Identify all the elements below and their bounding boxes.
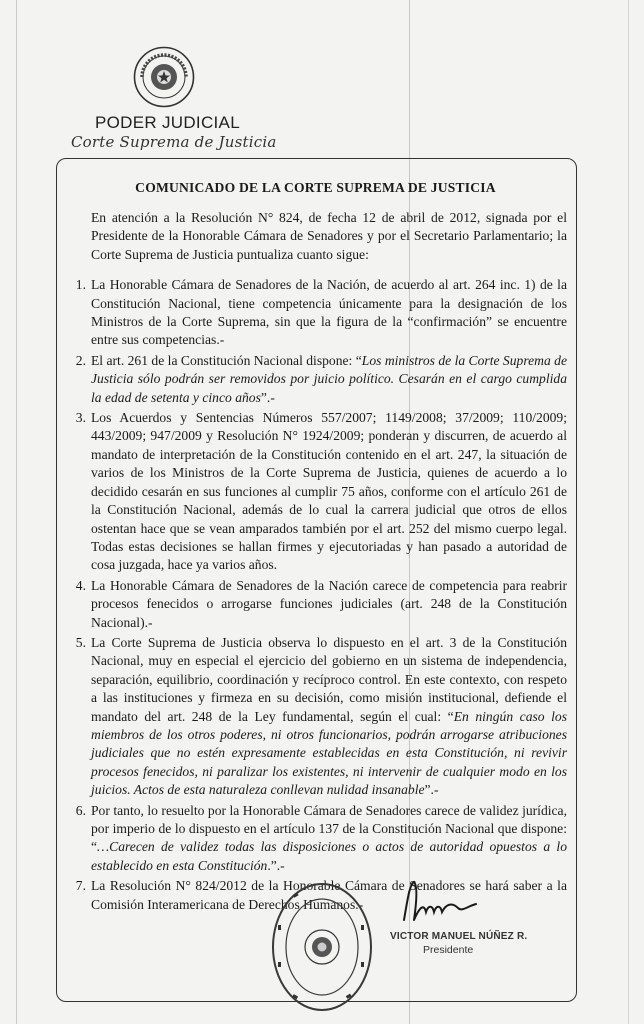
point-text: El art. 261 de la Constitución Nacional dispone: “ — [91, 352, 362, 368]
institution-subtitle: Corte Suprema de Justicia — [71, 133, 277, 151]
point-text: La Resolución N° 824/2012 de la Honorable Cámara de Senadores se hará saber a la Comisión Interamericana de Derechos Humanos.- — [91, 878, 567, 912]
quoted-text: Los ministros de la Corte Suprema de Justicia sólo podrán ser removidos por juicio político. Cesarán en el cargo cumplida la edad de setenta y cinco años — [91, 352, 567, 405]
point-text: La Honorable Cámara de Senadores de la Nación carece de competencia para reabrir procesos fenecidos o arrogarse funciones judiciales (art. 248 de la Constitución Nacional).- — [91, 577, 567, 630]
point-number: 3. — [75, 410, 86, 426]
intro-paragraph: En atención a la Resolución N° 824, de fecha 12 de abril de 2012, signada por el Presidente de la Honorable Cámara de Senadores y por el Secretario Parlamentario; la Corte Suprema de Justicia puntualiza cuanto sigue: — [91, 210, 567, 262]
paraguay-seal-logo — [133, 46, 195, 108]
page-edge-left — [16, 0, 17, 1024]
point-text: La Corte Suprema de Justicia observa lo dispuesto en el art. 3 de la Constitución Nacional, muy en especial el ejercicio del gobierno en un sistema de independencia, separación, equilibrio, coordinación y recíproco control. En este contexto, con respeto a las instituciones y firmeza en su decisión, como misión institucional, defiende el mandato del art. 248 de la Ley fundamental, según el cual: “ — [91, 634, 567, 724]
document-heading: COMUNICADO DE LA CORTE SUPREMA DE JUSTICIA — [135, 180, 496, 195]
signer-role: Presidente — [423, 944, 474, 956]
numbered-point — [75, 409, 567, 575]
numbered-point — [75, 577, 567, 632]
handwritten-signature — [400, 876, 480, 926]
quoted-text: …Carecen de validez todas las disposiciones o actos de autoridad opuestos a lo establecido en esta Constitución — [91, 839, 567, 873]
point-number: 5. — [75, 634, 86, 650]
numbered-points-list — [75, 276, 568, 914]
numbered-point — [75, 802, 567, 876]
signer-name: VICTOR MANUEL NÚÑEZ R. — [390, 931, 528, 942]
point-text: Los Acuerdos y Sentencias Números 557/2007; 1149/2008; 37/2009; 110/2009; 443/2009; 947/2009 y Resolución N° 1924/2009; ponderan y discurren, de acuerdo al mandato de interpretación de la Constitución contenido en el art. 247, la situación de varios de los Ministros de la Corte Suprema de Justicia, quienes de acuerdo a lo decidido cesarán en sus funciones al cumplir 75 años, conforme con el artículo 261 de la Constitución Nacional, además de lo cual la carrera judicial que otros de ellos ostentan hace que se vean amparados también por el art. 252 del mismo cuerpo legal. Todas estas decisiones se hallan firmes y ejecutoriadas y han pasado a autoridad de cosa juzgada, hace ya varios años. — [91, 410, 567, 573]
point-number: 2. — [75, 352, 86, 368]
page-edge-right — [628, 0, 629, 1024]
numbered-point — [75, 634, 568, 800]
point-number: 6. — [75, 802, 86, 818]
document-body — [75, 209, 568, 916]
point-text: ”.- — [260, 389, 275, 405]
point-text: .”.- — [267, 857, 285, 873]
point-text: ”.- — [424, 782, 439, 798]
point-text: Por tanto, lo resuelto por la Honorable Cámara de Senadores carece de validez jurídica, por imperio de lo dispuesto en el artículo 137 de la Constitución Nacional que dispone: “ — [91, 802, 567, 855]
point-number: 1. — [75, 277, 86, 293]
quoted-text: En ningún caso los miembros de los otros poderes, ni otros funcionarios, podrán arrogarse atribuciones judiciales que no estén expresamente establecidas en esta Constitución, ni revivir procesos fenecidos, ni paralizar los existentes, ni intervenir de cualquier modo en los juicios. Actos de esta naturaleza conllevan nulidad insanable — [91, 708, 568, 798]
numbered-point — [75, 352, 567, 407]
numbered-point — [75, 276, 567, 350]
court-stamp — [270, 880, 374, 1014]
point-number: 4. — [75, 577, 86, 593]
point-text: La Honorable Cámara de Senadores de la Nación, de acuerdo al art. 264 inc. 1) de la Constitución Nacional, tiene competencia únicamente para la designación de los Ministros de la Corte Suprema, sin que la figura de la “confirmación” se encuentre entre sus competencias.- — [91, 277, 567, 348]
point-number: 7. — [75, 878, 86, 894]
institution-title: PODER JUDICIAL — [95, 113, 240, 132]
